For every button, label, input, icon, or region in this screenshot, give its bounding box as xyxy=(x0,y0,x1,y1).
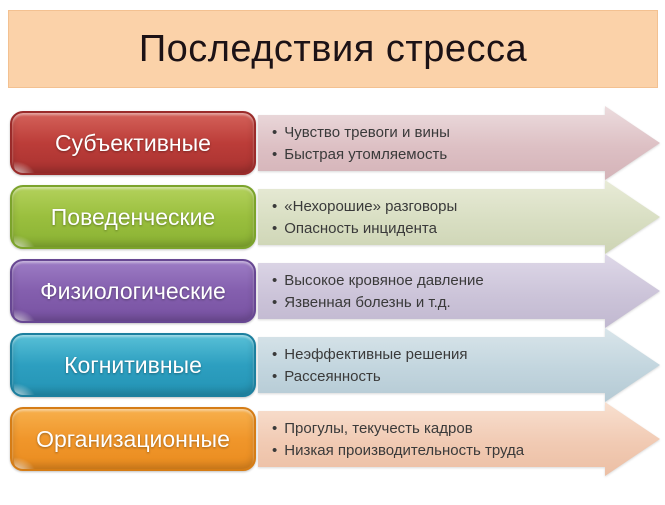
category-button xyxy=(10,259,256,323)
bullet-list xyxy=(272,263,592,319)
bullet-marker-icon: • xyxy=(272,441,278,459)
bullet-list xyxy=(272,337,592,393)
category-button xyxy=(10,185,256,249)
bullet-text: Чувство тревоги и вины xyxy=(284,123,450,141)
bullet-text: Рассеянность xyxy=(284,367,381,385)
category-label: Организационные xyxy=(36,425,230,452)
bullet-marker-icon: • xyxy=(272,419,278,437)
category-label: Субъективные xyxy=(55,129,211,156)
bullet-marker-icon: • xyxy=(272,293,278,311)
category-button xyxy=(10,111,256,175)
bullet-marker-icon: • xyxy=(272,197,278,215)
bullet-text: «Нехорошие» разговоры xyxy=(284,197,458,215)
bullet-marker-icon: • xyxy=(272,219,278,237)
row-physiological xyxy=(10,254,662,328)
bullet-item xyxy=(272,270,592,291)
right-arrow-shape xyxy=(258,328,660,402)
bullet-item xyxy=(272,418,592,439)
bullet-item xyxy=(272,218,592,239)
right-arrow-shape xyxy=(258,402,660,476)
bullet-marker-icon: • xyxy=(272,145,278,163)
bullet-text: Высокое кровяное давление xyxy=(284,271,484,289)
bullet-text: Низкая производительность труда xyxy=(284,441,525,459)
category-button xyxy=(10,407,256,471)
bullet-text: Прогулы, текучесть кадров xyxy=(284,419,473,437)
bullet-item xyxy=(272,196,592,217)
bullet-marker-icon: • xyxy=(272,367,278,385)
bullet-marker-icon: • xyxy=(272,271,278,289)
category-label: Поведенческие xyxy=(50,203,216,230)
bullet-list xyxy=(272,189,592,245)
bullet-item xyxy=(272,366,592,387)
title-banner xyxy=(8,10,658,88)
bullet-text: Язвенная болезнь и т.д. xyxy=(284,293,451,311)
bullet-text: Опасность инцидента xyxy=(284,219,437,237)
rows-container xyxy=(10,106,662,476)
row-subjective xyxy=(10,106,662,180)
category-label: Физиологические xyxy=(40,277,226,304)
row-behavioral xyxy=(10,180,662,254)
row-organizational xyxy=(10,402,662,476)
bullet-item xyxy=(272,344,592,365)
category-label: Когнитивные xyxy=(64,351,202,378)
right-arrow-shape xyxy=(258,106,660,180)
bullet-marker-icon: • xyxy=(272,345,278,363)
bullet-text: Быстрая утомляемость xyxy=(284,145,448,163)
right-arrow-shape xyxy=(258,254,660,328)
bullet-item xyxy=(272,292,592,313)
bullet-item xyxy=(272,122,592,143)
row-cognitive xyxy=(10,328,662,402)
bullet-marker-icon: • xyxy=(272,123,278,141)
right-arrow-shape xyxy=(258,180,660,254)
page-title: Последствия стресса xyxy=(138,27,528,70)
bullet-list xyxy=(272,115,592,171)
bullet-item xyxy=(272,144,592,165)
bullet-item xyxy=(272,440,592,461)
category-button xyxy=(10,333,256,397)
bullet-text: Неэффективные решения xyxy=(284,345,468,363)
bullet-list xyxy=(272,411,592,467)
